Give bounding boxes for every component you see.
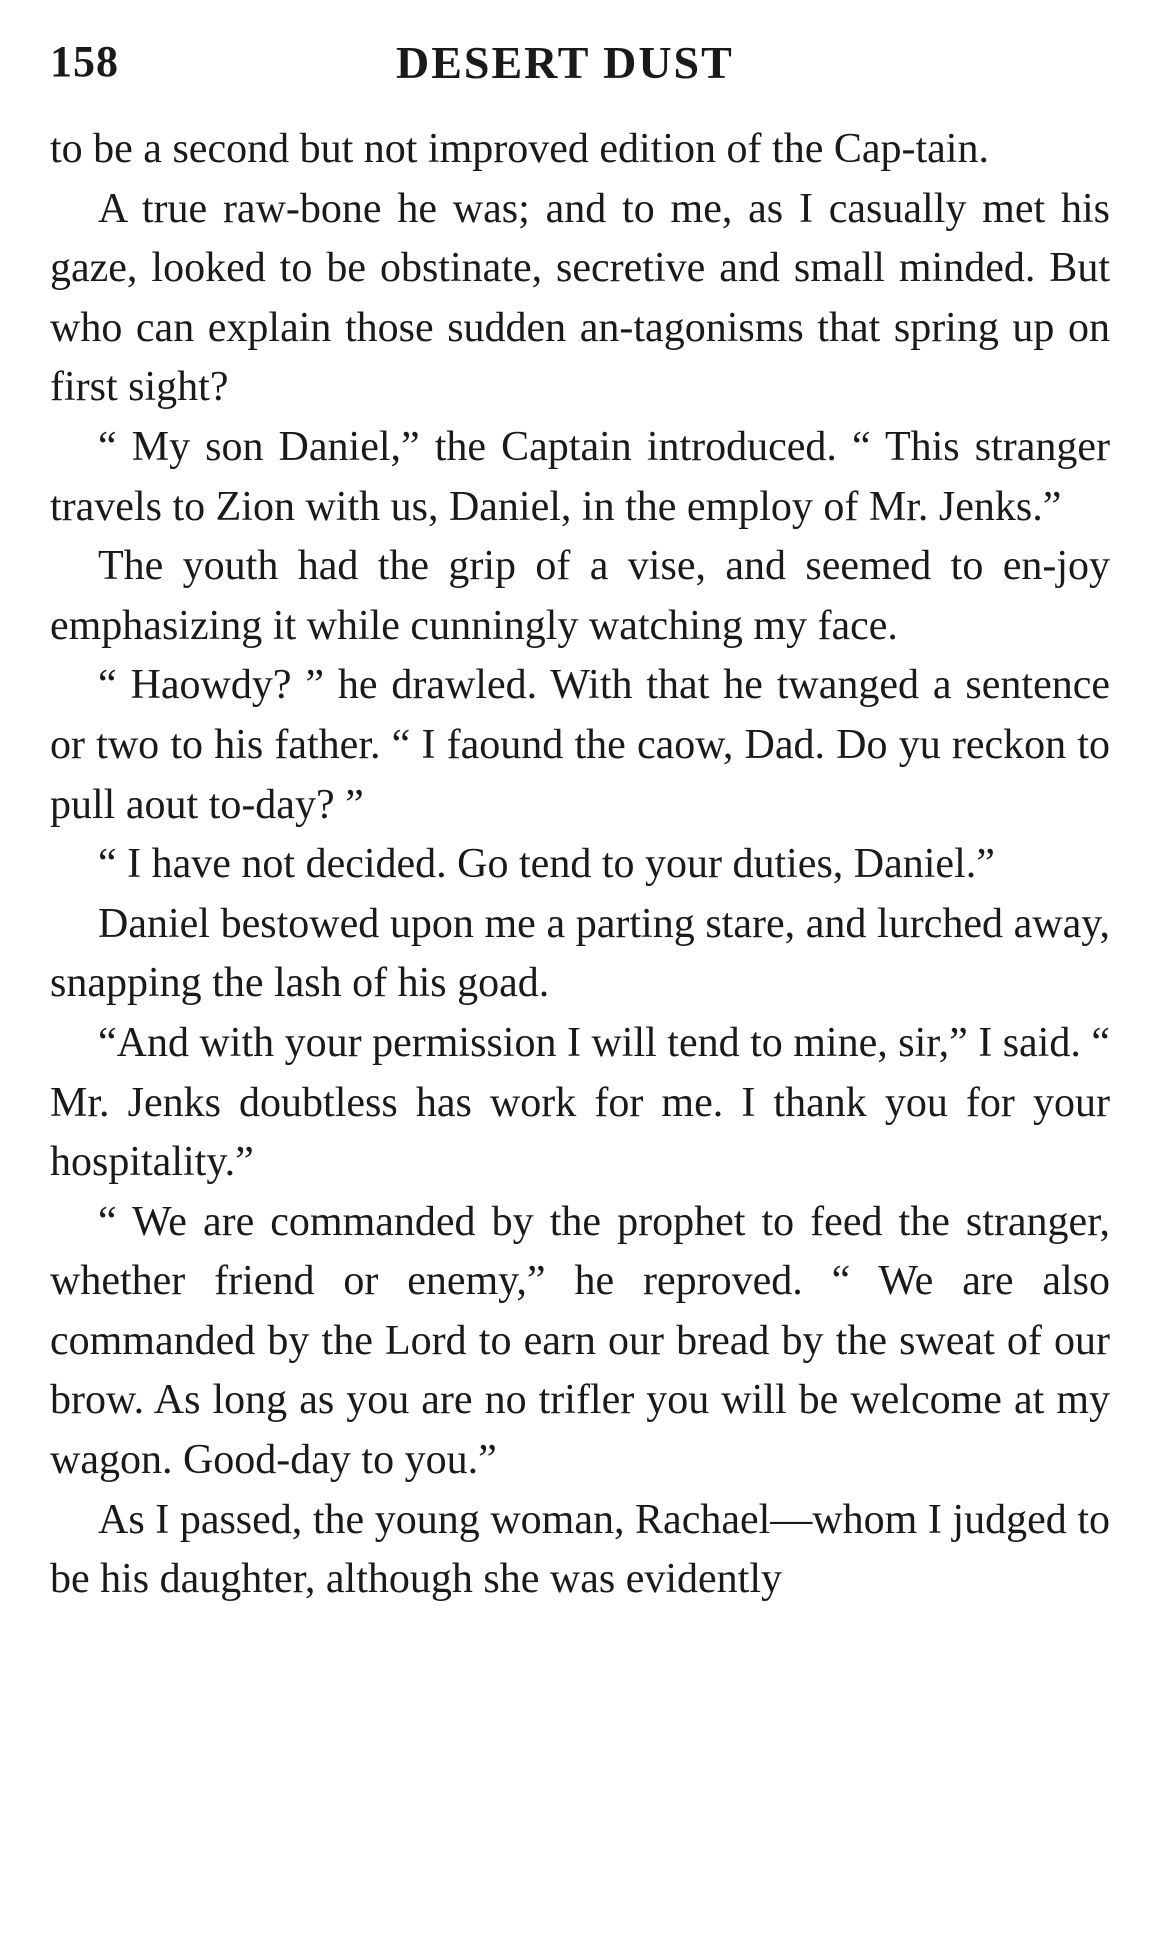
paragraph: “ We are commanded by the prophet to feed the stranger, whether friend or enemy,” he reproved. “ We are also commanded by the Lord to earn our bread by the sweat of our brow. As long as you are no trifler you will be welcome at my wagon. Good-day to you.” — [50, 1198, 1110, 1484]
paragraph: Daniel bestowed upon me a parting stare, and lurched away, snapping the lash of his goad. — [50, 900, 1110, 1007]
paragraph: As I passed, the young woman, Rachael—whom I judged to be his daughter, although she was evidently — [50, 1496, 1110, 1603]
paragraph: “And with your permission I will tend to mine, sir,” I said. “ Mr. Jenks doubtless has work for me. I thank you for your hospitality.” — [50, 1019, 1110, 1186]
paragraph: “ Haowdy? ” he drawled. With that he twanged a sentence or two to his father. “ I faound the caow, Dad. Do yu reckon to pull aout to-day? ” — [50, 662, 1110, 828]
paragraph: to be a second but not improved edition of the Cap-tain. — [50, 126, 989, 172]
paragraph: “ I have not decided. Go tend to your duties, Daniel.” — [98, 841, 995, 888]
paragraph: The youth had the grip of a vise, and seemed to en-joy emphasizing it while cunningly watching my face. — [50, 543, 1110, 649]
running-head — [50, 36, 1110, 96]
paragraph: A true raw-bone he was; and to me, as I casually met his gaze, looked to be obstinate, secretive and small minded. But who can explain those sudden an-tagonisms that spring up on first sight? — [50, 185, 1110, 411]
paragraph: “ My son Daniel,” the Captain introduced. “ This stranger travels to Zion with us, Daniel, in the employ of Mr. Jenks.” — [50, 423, 1110, 530]
page-number: 158 — [50, 37, 119, 86]
book-title: DESERT DUST — [396, 37, 734, 88]
body-text — [50, 120, 1110, 1610]
